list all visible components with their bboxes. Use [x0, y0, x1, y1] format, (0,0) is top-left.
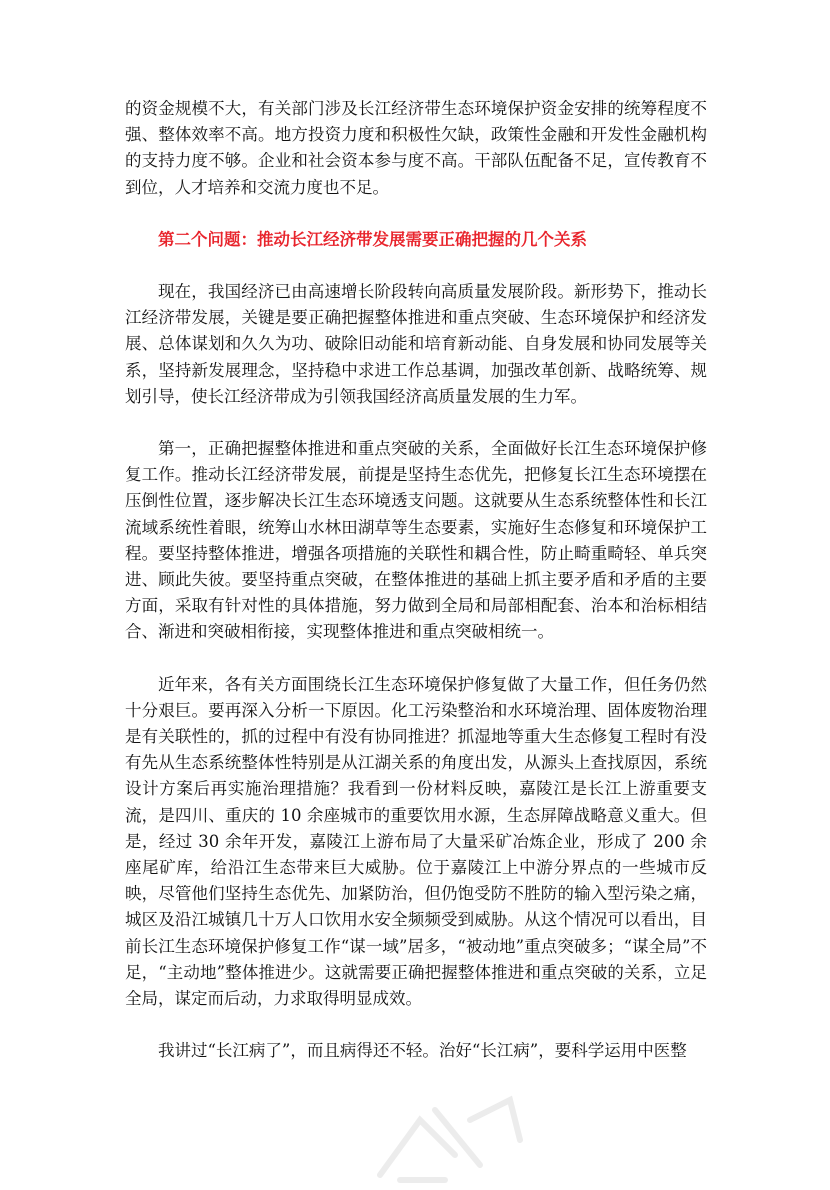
document-body: [125, 96, 707, 1091]
paragraph: 现在，我国经济已由高速增长阶段转向高质量发展阶段。新形势下，推动长江经济带发展，关键是要正确把握整体推进和重点突破、生态环境保护和经济发展、总体谋划和久久为功、破除旧动能和培育新动能、自身发展和协同发展等关系，坚持新发展理念，坚持稳中求进工作总基调，加强改革创新、战略统筹、规划引导，使长江经济带成为引领我国经济高质量发展的生力军。: [125, 282, 707, 406]
section-heading: 第二个问题：推动长江经济带发展需要正确把握的几个关系: [158, 229, 587, 249]
paragraph: 第一，正确把握整体推进和重点突破的关系，全面做好长江生态环境保护修复工作。推动长江经济带发展，前提是坚持生态优先，把修复长江生态环境摆在压倒性位置，逐步解决长江生态环境透支问题。这就要从生态系统整体性和长江流域系统性着眼，统筹山水林田湖草等生态要素，实施好生态修复和环境保护工程。要坚持整体推进，增强各项措施的关联性和耦合性，防止畸重畸轻、单兵突进、顾此失彼。要坚持重点突破，在整体推进的基础上抓主要矛盾和矛盾的主要方面，采取有针对性的具体措施，努力做到全局和局部相配套、治本和治标相结合、渐进和突破相衔接，实现整体推进和重点突破相统一。: [125, 439, 707, 642]
paragraph: 近年来，各有关方面围绕长江生态环境保护修复做了大量工作，但任务仍然十分艰巨。要再深入分析一下原因。化工污染整治和水环境治理、固体废物治理是有关联性的，抓的过程中有没有协同推进？抓湿地等重大生态修复工程时有没有先从生态系统整体性特别是从江湖关系的角度出发，从源头上查找原因，系统设计方案后再实施治理措施？我看到一份材料反映，嘉陵江是长江上游重要支流，是四川、重庆的 10 余座城市的重要饮用水源，生态屏障战略意义重大。但是，经过 30 余年开发，嘉陵江上游布局了大量采矿冶炼企业，形成了 200 余座尾矿库，给沿江生态带来巨大威胁。位于嘉陵江上中游分界点的一些城市反映，尽管他们坚持生态优先、加紧防治，但仍饱受防不胜防的输入型污染之痛，城区及沿江城镇几十万人口饮用水安全频频受到威胁。从这个情况可以看出，目前长江生态环境保护修复工作“谋一域”居多，“被动地”重点突破多；“谋全局”不足，“主动地”整体推进少。这就需要正确把握整体推进和重点突破的关系，立足全局，谋定而后动，力求取得明显成效。: [125, 674, 707, 1009]
paragraph: 我讲过“长江病了”，而且病得还不轻。治好“长江病”，要科学运用中医整: [158, 1041, 687, 1061]
paragraph-continued: 的资金规模不大，有关部门涉及长江经济带生态环境保护资金安排的统筹程度不强、整体效率不高。地方投资力度和积极性欠缺，政策性金融和开发性金融机构的支持力度不够。企业和社会资本参与度不高。干部队伍配备不足，宣传教育不到位，人才培养和交流力度也不足。: [125, 99, 707, 197]
